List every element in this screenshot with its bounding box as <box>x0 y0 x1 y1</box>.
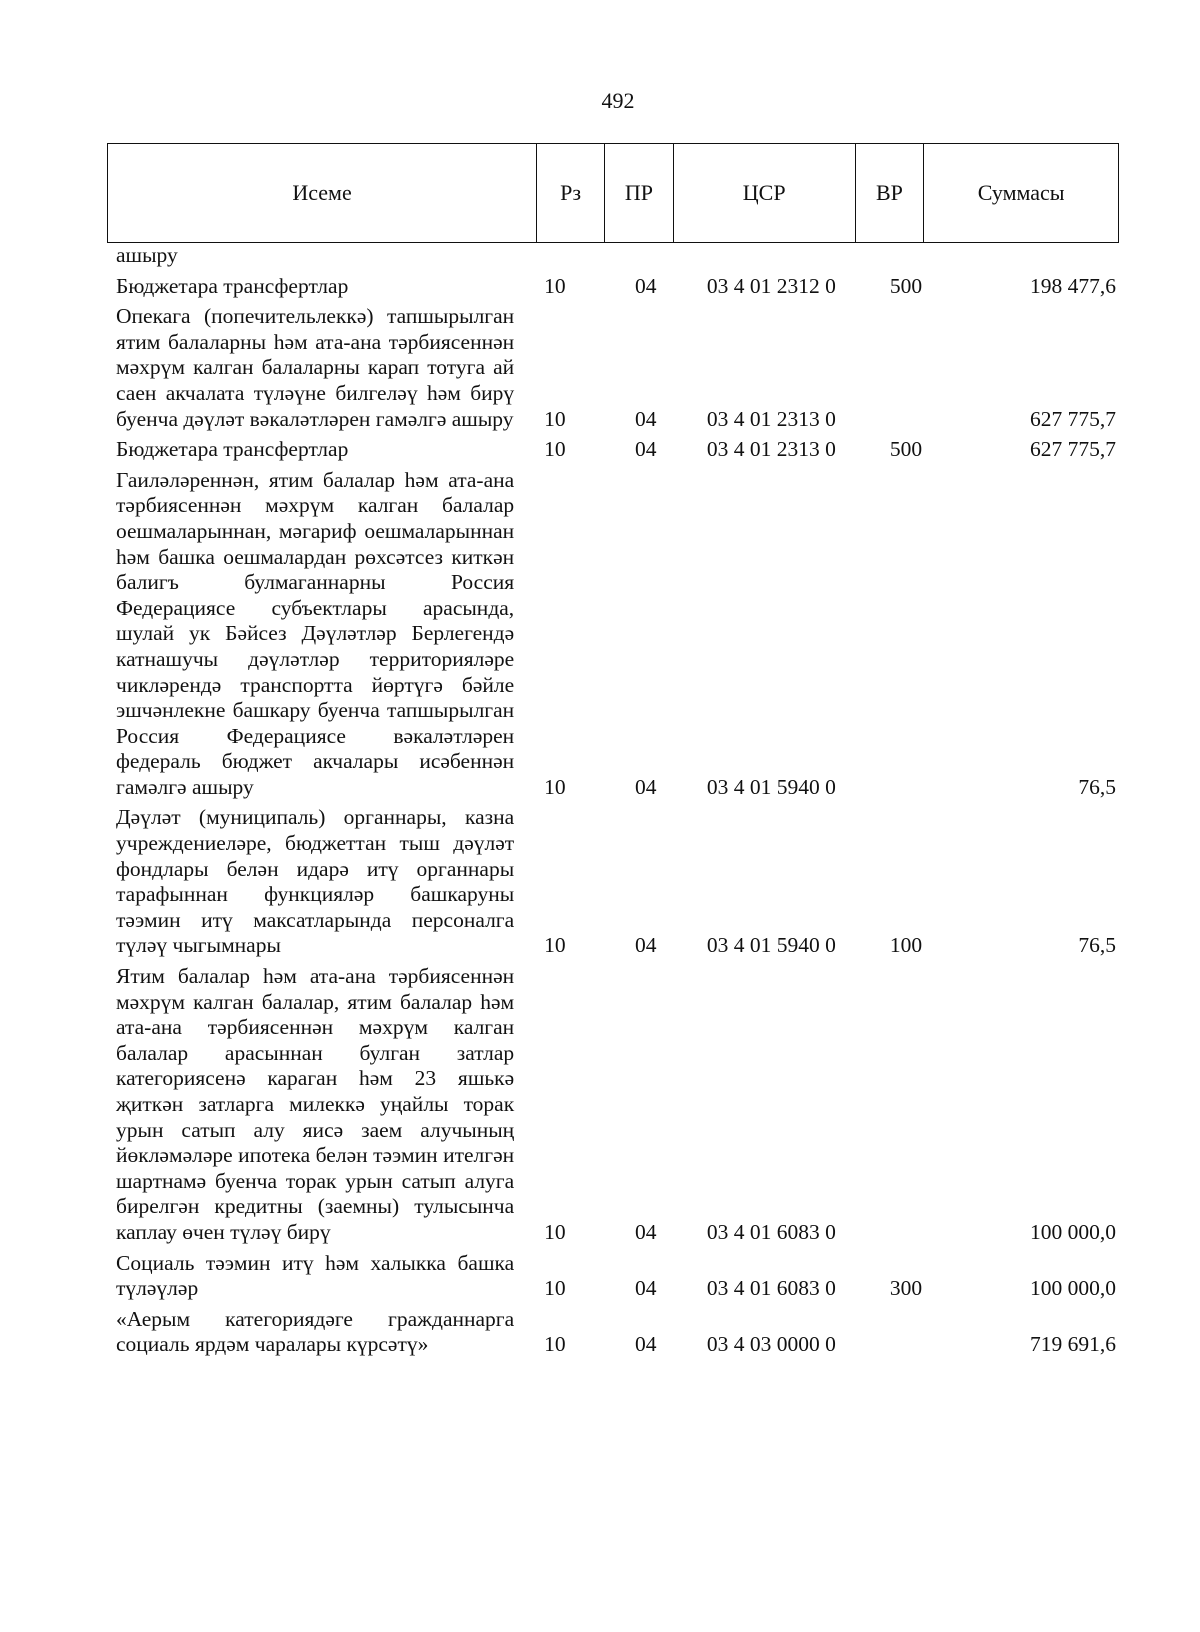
row-sum: 198 477,6 <box>1029 273 1116 298</box>
table-row <box>116 1251 1116 1302</box>
row-csr: 03 4 01 5940 0 <box>706 774 836 799</box>
row-rz: 10 <box>544 273 566 298</box>
row-sum: 100 000,0 <box>1029 1276 1116 1301</box>
row-csr: 03 4 03 0000 0 <box>706 1332 836 1357</box>
row-pr: 04 <box>634 406 657 431</box>
header-csr: ЦСР <box>674 144 856 242</box>
row-vr: 500 <box>889 273 923 298</box>
row-sum: 719 691,6 <box>1029 1332 1116 1357</box>
row-name: Опекага (попечительлеккә) тапшырылган ятим балаларны һәм ата-ана тәрбиясеннән мәхрүм калган балаларны карап тотуга ай саен акчалата түләүне билгеләү һәм бирү буенча дәүләт вәкаләтләрен гамәлгә ашыру <box>116 304 515 431</box>
row-vr: 300 <box>889 1276 923 1301</box>
row-name: Бюджетара трансфертлар <box>116 273 349 298</box>
row-rz: 10 <box>544 1219 566 1244</box>
table-body <box>116 243 1116 1363</box>
row-rz: 10 <box>544 933 566 958</box>
row-name: Бюджетара трансфертлар <box>116 437 349 462</box>
table-row <box>116 964 1116 1246</box>
table-row <box>116 468 1116 801</box>
row-sum: 76,5 <box>1078 933 1116 958</box>
row-sum: 76,5 <box>1078 774 1116 799</box>
row-rz: 10 <box>544 1332 566 1357</box>
row-name: «Аерым категориядәге гражданнарга социаль ярдәм чаралары күрсәтү» <box>116 1306 515 1357</box>
row-name: Гаиләләреннән, ятим балалар һәм ата-ана тәрбиясеннән мәхрүм калган балалар оешмаларыннан, мәгариф оешмаларыннан һәм башка оешмалардан рөхсәтсез киткән балигъ булмаганнарны Россия Федерациясе субъектлары арасында, шулай ук Бәйсез Дәүләтләр Берлегендә катнашучы дәүләтләр территорияләре чикләрендә транспортта йөртүгә бәйле эшчәнлекне башкару буенча тапшырылган Россия Федерациясе вәкаләтләрен федераль бюджет акчалары исәбеннән гамәлгә ашыру <box>116 467 515 799</box>
header-pr: ПР <box>605 144 674 242</box>
row-name: Ятим балалар һәм ата-ана тәрбиясеннән мәхрүм калган балалар, ятим балалар һәм ата-ана тәрбиясеннән мәхрүм калган балалар арасыннан булган затлар категориясенә караган һәм 23 яшькә җиткән затларга милеккә уңайлы торак урын сатып алу яисә заем алучының йөкләмәләре ипотека белән тәэмин ителгән шартнамә буенча торак урын сатып алуга бирелгән кредитны (заемны) тулысынча каплау өчен түләү бирү <box>116 964 515 1244</box>
row-name: ашыру <box>116 243 178 267</box>
row-rz: 10 <box>544 406 566 431</box>
row-name: Социаль тәэмин итү һәм халыкка башка түләүләр <box>116 1250 515 1301</box>
row-csr: 03 4 01 6083 0 <box>706 1219 836 1244</box>
row-csr: 03 4 01 5940 0 <box>706 933 836 958</box>
header-sum: Суммасы <box>977 180 1065 205</box>
row-csr: 03 4 01 2312 0 <box>706 273 836 298</box>
row-pr: 04 <box>634 1332 657 1357</box>
table-row <box>116 304 1116 432</box>
table-row <box>116 437 1116 463</box>
table-row <box>116 805 1116 959</box>
row-rz: 10 <box>544 1276 566 1301</box>
row-pr: 04 <box>634 933 657 958</box>
row-sum: 100 000,0 <box>1029 1219 1116 1244</box>
row-sum: 627 775,7 <box>1029 406 1116 431</box>
row-sum: 627 775,7 <box>1029 437 1116 462</box>
row-rz: 10 <box>544 774 566 799</box>
row-csr: 03 4 01 2313 0 <box>706 437 836 462</box>
row-csr: 03 4 01 6083 0 <box>706 1276 836 1301</box>
row-rz: 10 <box>544 437 566 462</box>
page-number: 492 <box>601 88 635 113</box>
table-row <box>116 274 1116 300</box>
row-pr: 04 <box>634 437 657 462</box>
header-vr: ВР <box>856 144 925 242</box>
header-name: Исеме <box>108 144 537 242</box>
row-pr: 04 <box>634 273 657 298</box>
row-name: Дәүләт (муниципаль) органнары, казна учреждениеләре, бюджеттан тыш дәүләт фондлары белән идарә итү органнары тарафыннан функцияләр башкаруны тәэмин итү максатларында персоналга түләү чыгымнары <box>116 805 515 958</box>
row-pr: 04 <box>634 1276 657 1301</box>
row-vr: 100 <box>889 933 923 958</box>
table-header <box>107 143 1119 243</box>
row-vr: 500 <box>889 437 923 462</box>
row-pr: 04 <box>634 774 657 799</box>
row-csr: 03 4 01 2313 0 <box>706 406 836 431</box>
row-pr: 04 <box>634 1219 657 1244</box>
table-row <box>116 1307 1116 1358</box>
header-rz: Рз <box>537 144 605 242</box>
table-row <box>116 243 1116 269</box>
